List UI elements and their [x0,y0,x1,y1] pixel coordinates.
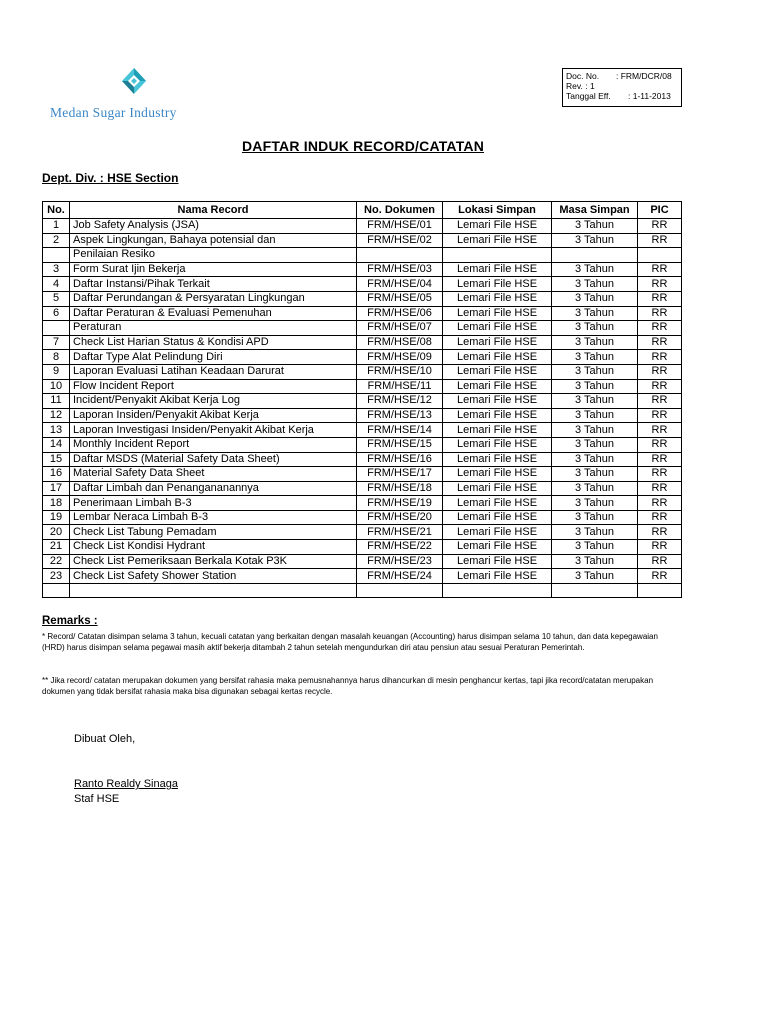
cell-masa-simpan: 3 Tahun [552,423,638,438]
cell-nama-record: Daftar Type Alat Pelindung Diri [70,350,357,365]
cell-no: 13 [43,423,70,438]
cell-no-dokumen: FRM/HSE/12 [357,394,443,409]
table-row [43,525,682,540]
cell-masa-simpan: 3 Tahun [552,481,638,496]
cell-lokasi-simpan: Lemari File HSE [443,467,552,482]
cell-nama-record: Daftar Limbah dan Penangananannya [70,481,357,496]
cell-no: 14 [43,437,70,452]
cell-no: 8 [43,350,70,365]
rev-value: : 1 [585,81,595,91]
cell-pic: RR [638,350,682,365]
cell-masa-simpan: 3 Tahun [552,262,638,277]
cell-lokasi-simpan: Lemari File HSE [443,379,552,394]
cell-masa-simpan: 3 Tahun [552,277,638,292]
cell-masa-simpan: 3 Tahun [552,496,638,511]
cell-lokasi-simpan: Lemari File HSE [443,321,552,336]
col-header-no: No. [43,202,70,219]
cell-no-dokumen: FRM/HSE/05 [357,291,443,306]
cell-lokasi-simpan: Lemari File HSE [443,423,552,438]
cell-pic: RR [638,467,682,482]
remarks-title: Remarks : [42,615,98,627]
cell-no: 6 [43,306,70,321]
cell-nama-record: Check List Tabung Pemadam [70,525,357,540]
cell-no: 12 [43,408,70,423]
cell-nama-record: Check List Safety Shower Station [70,569,357,584]
cell-pic: RR [638,364,682,379]
cell-lokasi-simpan: Lemari File HSE [443,350,552,365]
cell-no [43,321,70,336]
table-row [43,335,682,350]
cell-masa-simpan: 3 Tahun [552,350,638,365]
table-row [43,452,682,467]
cell-no: 20 [43,525,70,540]
cell-no-dokumen: FRM/HSE/19 [357,496,443,511]
cell-no-dokumen: FRM/HSE/06 [357,306,443,321]
cell-no: 16 [43,467,70,482]
page-title: DAFTAR INDUK RECORD/CATATAN [241,138,485,154]
cell-nama-record: Check List Kondisi Hydrant [70,540,357,555]
table-row [43,467,682,482]
cell-pic: RR [638,335,682,350]
cell-no-dokumen: FRM/HSE/03 [357,262,443,277]
cell-no-dokumen: FRM/HSE/23 [357,554,443,569]
table-row [43,540,682,555]
cell-pic [638,583,682,598]
cell-nama-record: Check List Harian Status & Kondisi APD [70,335,357,350]
table-row [43,554,682,569]
cell-no-dokumen [357,248,443,263]
cell-no-dokumen: FRM/HSE/10 [357,364,443,379]
table-row [43,277,682,292]
table-row [43,248,682,263]
cell-nama-record: Laporan Evaluasi Latihan Keadaan Darurat [70,364,357,379]
cell-lokasi-simpan [443,583,552,598]
cell-no-dokumen: FRM/HSE/08 [357,335,443,350]
remarks-note-1: * Record/ Catatan disimpan selama 3 tahun, kecuali catatan yang berkaitan dengan masalah keuangan (Accounting) harus disimpan selama 10 tahun, dan data kepegawaian (HRD) harus disimpan selama pegawai masih aktif bekerja ditambah 2 tahun setelah mengundurkan diri atau pensiun atau sesuai Peraturan Pemerintah. [42,632,658,652]
date-label: Tanggal Eff. [566,91,611,101]
col-header-lokasi-simpan: Lokasi Simpan [443,202,552,219]
cell-no-dokumen: FRM/HSE/18 [357,481,443,496]
table-row [43,394,682,409]
cell-pic: RR [638,306,682,321]
cell-no-dokumen: FRM/HSE/02 [357,233,443,248]
cell-pic: RR [638,569,682,584]
cell-masa-simpan: 3 Tahun [552,452,638,467]
remarks-note-2: ** Jika record/ catatan merupakan dokumen yang bersifat rahasia maka pemusnahannya harus dihancurkan di mesin penghancur kertas, tapi jika record/catatan merupakan dokumen yang tidak bersifat rahasia maka bisa digunakan sebagai kertas recycle. [42,676,654,696]
cell-nama-record: Job Safety Analysis (JSA) [70,219,357,234]
table-row [43,262,682,277]
signatory-name: Ranto Realdy Sinaga [74,778,178,790]
table-row [43,364,682,379]
company-logo [48,68,228,122]
records-table [42,201,682,598]
date-value: : 1-11-2013 [628,91,671,101]
cell-no: 3 [43,262,70,277]
cell-no: 1 [43,219,70,234]
table-row [43,569,682,584]
doc-no-label: Doc. No. [566,71,600,81]
cell-masa-simpan [552,583,638,598]
cell-nama-record: Lembar Neraca Limbah B-3 [70,510,357,525]
cell-no: 10 [43,379,70,394]
cell-lokasi-simpan: Lemari File HSE [443,364,552,379]
cell-lokasi-simpan: Lemari File HSE [443,496,552,511]
cell-lokasi-simpan: Lemari File HSE [443,394,552,409]
cell-lokasi-simpan: Lemari File HSE [443,335,552,350]
cell-pic [638,248,682,263]
cell-pic: RR [638,496,682,511]
cell-nama-record: Form Surat Ijin Bekerja [70,262,357,277]
cell-no-dokumen: FRM/HSE/04 [357,277,443,292]
cell-no-dokumen: FRM/HSE/14 [357,423,443,438]
table-row [43,423,682,438]
cell-no-dokumen: FRM/HSE/13 [357,408,443,423]
cell-nama-record: Daftar Perundangan & Persyaratan Lingkungan [70,291,357,306]
cell-masa-simpan: 3 Tahun [552,569,638,584]
cell-pic: RR [638,394,682,409]
cell-lokasi-simpan: Lemari File HSE [443,510,552,525]
cell-no-dokumen: FRM/HSE/01 [357,219,443,234]
cell-no-dokumen: FRM/HSE/20 [357,510,443,525]
table-row [43,233,682,248]
cell-nama-record: Penilaian Resiko [70,248,357,263]
cell-pic: RR [638,219,682,234]
cell-masa-simpan: 3 Tahun [552,291,638,306]
cell-masa-simpan: 3 Tahun [552,219,638,234]
col-header-pic: PIC [638,202,682,219]
cell-masa-simpan: 3 Tahun [552,437,638,452]
cell-nama-record: Daftar Peraturan & Evaluasi Pemenuhan [70,306,357,321]
cell-masa-simpan [552,248,638,263]
cell-no: 17 [43,481,70,496]
cell-masa-simpan: 3 Tahun [552,510,638,525]
cell-no-dokumen: FRM/HSE/16 [357,452,443,467]
cell-no: 18 [43,496,70,511]
cell-nama-record: Aspek Lingkungan, Bahaya potensial dan [70,233,357,248]
cell-no-dokumen: FRM/HSE/17 [357,467,443,482]
cell-pic: RR [638,291,682,306]
cell-lokasi-simpan: Lemari File HSE [443,291,552,306]
cell-pic: RR [638,423,682,438]
document-info-box [562,68,682,107]
cell-pic: RR [638,408,682,423]
col-header-no-dokumen: No. Dokumen [357,202,443,219]
cell-masa-simpan: 3 Tahun [552,335,638,350]
msi-logo-icon [118,68,150,102]
table-row [43,321,682,336]
cell-nama-record: Daftar Instansi/Pihak Terkait [70,277,357,292]
cell-pic: RR [638,540,682,555]
doc-no-value: : FRM/DCR/08 [616,71,672,81]
table-row [43,291,682,306]
rev-label: Rev. [566,81,583,91]
cell-nama-record: Monthly Incident Report [70,437,357,452]
cell-no: 9 [43,364,70,379]
cell-lokasi-simpan: Lemari File HSE [443,525,552,540]
cell-nama-record: Laporan Insiden/Penyakit Akibat Kerja [70,408,357,423]
cell-masa-simpan: 3 Tahun [552,364,638,379]
cell-pic: RR [638,510,682,525]
cell-no-dokumen: FRM/HSE/09 [357,350,443,365]
cell-no [43,583,70,598]
cell-no: 21 [43,540,70,555]
cell-masa-simpan: 3 Tahun [552,379,638,394]
cell-masa-simpan: 3 Tahun [552,306,638,321]
table-row [43,379,682,394]
cell-pic: RR [638,554,682,569]
cell-pic: RR [638,452,682,467]
cell-no: 11 [43,394,70,409]
cell-no: 15 [43,452,70,467]
department-label: Dept. Div. : HSE Section [42,171,179,185]
cell-lokasi-simpan: Lemari File HSE [443,219,552,234]
cell-nama-record: Check List Pemeriksaan Berkala Kotak P3K [70,554,357,569]
cell-no [43,248,70,263]
cell-nama-record: Flow Incident Report [70,379,357,394]
cell-no-dokumen: FRM/HSE/24 [357,569,443,584]
cell-no-dokumen: FRM/HSE/15 [357,437,443,452]
table-row [43,306,682,321]
cell-no: 19 [43,510,70,525]
cell-no-dokumen: FRM/HSE/07 [357,321,443,336]
cell-no-dokumen: FRM/HSE/11 [357,379,443,394]
cell-nama-record: Incident/Penyakit Akibat Kerja Log [70,394,357,409]
table-header-row [43,202,682,219]
cell-lokasi-simpan: Lemari File HSE [443,277,552,292]
col-header-masa-simpan: Masa Simpan [552,202,638,219]
cell-lokasi-simpan: Lemari File HSE [443,306,552,321]
cell-nama-record: Penerimaan Limbah B-3 [70,496,357,511]
cell-nama-record: Peraturan [70,321,357,336]
cell-no: 22 [43,554,70,569]
table-row [43,496,682,511]
table-row [43,219,682,234]
cell-lokasi-simpan: Lemari File HSE [443,554,552,569]
cell-no: 23 [43,569,70,584]
cell-pic: RR [638,233,682,248]
cell-masa-simpan: 3 Tahun [552,554,638,569]
table-row [43,437,682,452]
cell-no-dokumen [357,583,443,598]
cell-masa-simpan: 3 Tahun [552,467,638,482]
cell-lokasi-simpan: Lemari File HSE [443,481,552,496]
cell-lokasi-simpan: Lemari File HSE [443,452,552,467]
cell-nama-record: Daftar MSDS (Material Safety Data Sheet) [70,452,357,467]
cell-no: 4 [43,277,70,292]
cell-no-dokumen: FRM/HSE/21 [357,525,443,540]
cell-lokasi-simpan: Lemari File HSE [443,540,552,555]
table-row [43,350,682,365]
cell-masa-simpan: 3 Tahun [552,408,638,423]
table-row [43,583,682,598]
cell-no-dokumen: FRM/HSE/22 [357,540,443,555]
cell-lokasi-simpan: Lemari File HSE [443,569,552,584]
cell-masa-simpan: 3 Tahun [552,525,638,540]
cell-masa-simpan: 3 Tahun [552,321,638,336]
cell-lokasi-simpan: Lemari File HSE [443,408,552,423]
cell-nama-record: Material Safety Data Sheet [70,467,357,482]
company-name: Medan Sugar Industry [50,105,177,120]
table-row [43,510,682,525]
cell-pic: RR [638,277,682,292]
col-header-nama-record: Nama Record [70,202,357,219]
cell-masa-simpan: 3 Tahun [552,394,638,409]
cell-lokasi-simpan: Lemari File HSE [443,262,552,277]
cell-no: 5 [43,291,70,306]
cell-nama-record [70,583,357,598]
cell-lokasi-simpan: Lemari File HSE [443,233,552,248]
made-by-label: Dibuat Oleh, [74,733,136,745]
cell-pic: RR [638,481,682,496]
cell-pic: RR [638,525,682,540]
cell-pic: RR [638,321,682,336]
cell-no: 7 [43,335,70,350]
cell-pic: RR [638,379,682,394]
table-row [43,408,682,423]
cell-masa-simpan: 3 Tahun [552,540,638,555]
table-row [43,481,682,496]
cell-lokasi-simpan: Lemari File HSE [443,437,552,452]
cell-no: 2 [43,233,70,248]
cell-lokasi-simpan [443,248,552,263]
cell-masa-simpan: 3 Tahun [552,233,638,248]
cell-pic: RR [638,262,682,277]
signatory-role: Staf HSE [74,793,120,805]
cell-pic: RR [638,437,682,452]
cell-nama-record: Laporan Investigasi Insiden/Penyakit Akibat Kerja [70,423,357,438]
